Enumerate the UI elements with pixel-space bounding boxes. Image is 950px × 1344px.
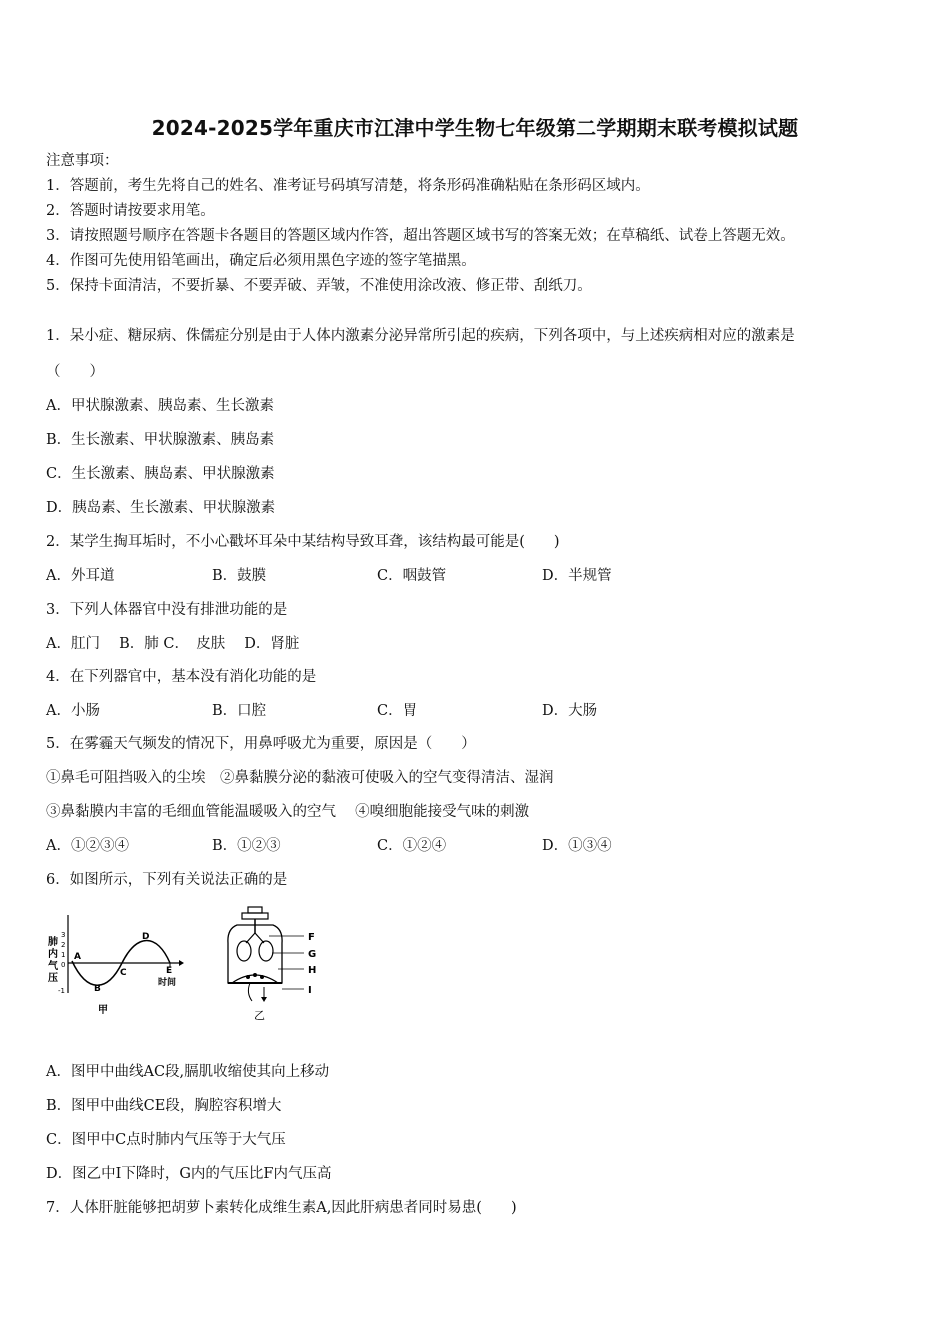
- q1-option-a: A．甲状腺激素、胰岛素、生长激素: [46, 398, 274, 414]
- jar-label-h: H: [308, 965, 317, 976]
- jar-label-f: F: [308, 932, 315, 943]
- notice-item: 5．保持卡面清洁，不要折暴、不要弄破、弄皱，不准使用涂改液、修正带、刮纸刀。: [46, 278, 592, 294]
- q6-option-b: B．图甲中曲线CE段，胸腔容积增大: [46, 1098, 282, 1114]
- graph-xlabel: 时间: [158, 978, 177, 988]
- q5-statements-2: ③鼻黏膜内丰富的毛细血管能温暖吸入的空气 ④嗅细胞能接受气味的刺激: [46, 804, 530, 820]
- graph-tick: 1: [61, 951, 66, 959]
- q4-option-d: D．大肠: [542, 703, 598, 719]
- jar-label-g: G: [308, 949, 317, 960]
- q6-stem: 6．如图所示，下列有关说法正确的是: [46, 872, 288, 888]
- q4-option-b: B．口腔: [212, 703, 267, 719]
- jar-label-i: I: [308, 985, 312, 996]
- graph-point-d: D: [142, 932, 150, 942]
- graph-point-b: B: [94, 984, 101, 994]
- q6-option-c: C．图甲中C点时肺内气压等于大气压: [46, 1132, 286, 1148]
- notice-item: 2．答题时请按要求用笔。: [46, 203, 215, 219]
- q6-figure: [42, 903, 342, 1028]
- bell-jar-model: [228, 907, 316, 1022]
- q3-options: A．肛门 B．肺 C． 皮肤 D．肾脏: [46, 636, 300, 652]
- notice-heading: 注意事项：: [46, 153, 119, 169]
- graph-tick: -1: [58, 987, 65, 995]
- graph-ylabel: 内: [48, 949, 58, 960]
- q1-option-b: B．生长激素、甲状腺激素、胰岛素: [46, 432, 275, 448]
- graph-tick: 3: [61, 931, 66, 939]
- q2-option-c: C．咽鼓管: [377, 568, 447, 584]
- graph-point-c: C: [120, 968, 127, 978]
- q3-stem: 3．下列人体器官中没有排泄功能的是: [46, 602, 288, 618]
- q2-option-b: B．鼓膜: [212, 568, 267, 584]
- q1-option-d: D．胰岛素、生长激素、甲状腺激素: [46, 500, 276, 516]
- graph-caption: 甲: [98, 1005, 108, 1016]
- q5-option-d: D．①③④: [542, 838, 612, 854]
- q2-stem: 2．某学生掏耳垢时，不小心戳坏耳朵中某结构导致耳聋，该结构最可能是( ): [46, 534, 560, 550]
- q6-option-a: A．图甲中曲线AC段,膈肌收缩使其向上移动: [46, 1064, 330, 1080]
- notice-item: 3．请按照题号顺序在答题卡各题目的答题区域内作答，超出答题区域书写的答案无效；在草稿纸、试卷上答题无效。: [46, 228, 795, 244]
- q5-statements-1: ①鼻毛可阻挡吸入的尘埃 ②鼻黏膜分泌的黏液可使吸入的空气变得清洁、湿润: [46, 770, 554, 786]
- q2-option-d: D．半规管: [542, 568, 612, 584]
- graph-tick: 2: [61, 941, 66, 949]
- graph-point-e: E: [166, 966, 173, 976]
- q1-paren: （ ）: [46, 364, 104, 380]
- q6-option-d: D．图乙中I下降时，G内的气压比F内气压高: [46, 1166, 332, 1182]
- notice-item: 1．答题前，考生先将自己的姓名、准考证号码填写清楚，将条形码准确粘贴在条形码区域内。: [46, 178, 650, 194]
- q7-stem: 7．人体肝脏能够把胡萝卜素转化成维生素A,因此肝病患者同时易患( ): [46, 1200, 517, 1216]
- q5-option-b: B．①②③: [212, 838, 281, 854]
- q5-stem: 5．在雾霾天气频发的情况下，用鼻呼吸尤为重要，原因是（ ）: [46, 736, 476, 752]
- q2-option-a: A．外耳道: [46, 568, 115, 584]
- q1-option-c: C．生长激素、胰岛素、甲状腺激素: [46, 466, 275, 482]
- page-title: 2024-2025学年重庆市江津中学生物七年级第二学期期末联考模拟试题: [151, 116, 799, 140]
- graph-tick: 0: [61, 961, 66, 969]
- notice-item: 4．作图可先使用铅笔画出，确定后必须用黑色字迹的签字笔描黑。: [46, 253, 476, 269]
- q5-option-a: A．①②③④: [46, 838, 129, 854]
- q4-option-a: A．小肠: [46, 703, 100, 719]
- q5-option-c: C．①②④: [377, 838, 447, 854]
- jar-caption: 乙: [254, 1009, 265, 1022]
- q4-stem: 4．在下列器官中，基本没有消化功能的是: [46, 669, 317, 685]
- graph-ylabel: 肺: [48, 937, 58, 948]
- lung-pressure-graph: [48, 915, 184, 1016]
- q1-stem: 1．呆小症、糖尿病、侏儒症分别是由于人体内激素分泌异常所引起的疾病，下列各项中，与上述疾病相对应的激素是: [46, 328, 795, 344]
- q4-option-c: C．胃: [377, 703, 418, 719]
- graph-ylabel: 气: [48, 961, 58, 972]
- graph-point-a: A: [74, 952, 81, 962]
- graph-ylabel: 压: [48, 973, 58, 984]
